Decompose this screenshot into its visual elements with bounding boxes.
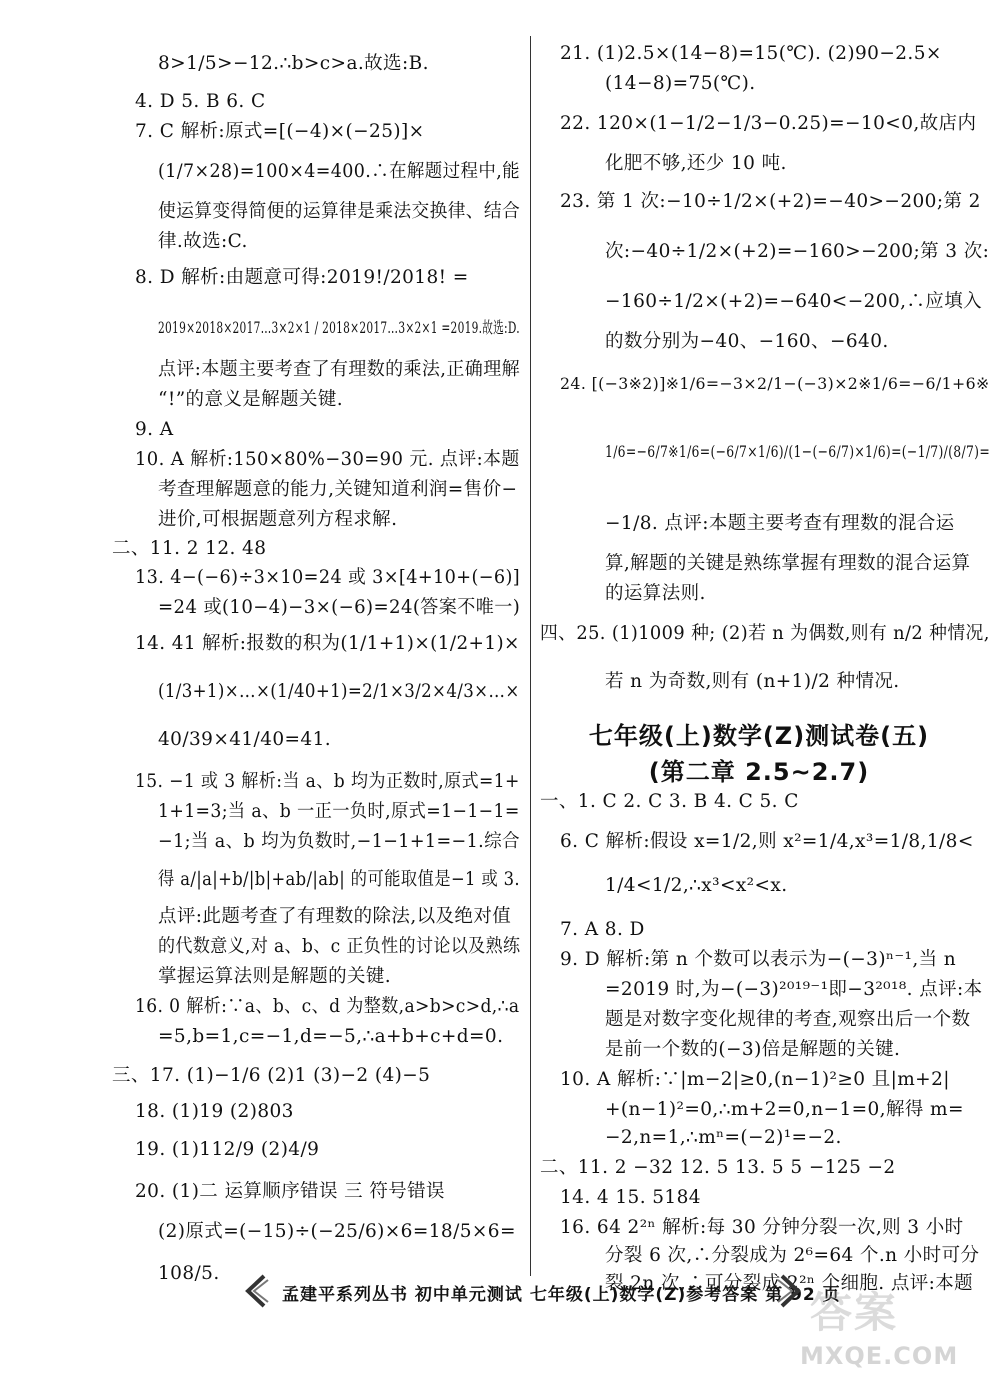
answer-line: 14. 41 解析:报数的积为(1/1+1)×(1/2+1)× — [135, 633, 520, 654]
comment-line: 算,解题的关键是熟练掌握有理数的混合运算 — [605, 553, 971, 574]
column-divider — [530, 36, 531, 1276]
answer-line: 23. 第 1 次:−10÷1/2×(+2)=−40>−200;第 2 — [560, 191, 981, 212]
answer-line: 40/39×41/40=41. — [158, 729, 332, 750]
section-answer-line: 一、1. C 2. C 3. B 4. C 5. C — [540, 791, 799, 812]
answer-line: (1/7×28)=100×4=400.∴在解题过程中,能 — [158, 161, 521, 182]
answer-line: 进价,可根据题意列方程求解. — [158, 509, 398, 530]
answer-line: 分裂 6 次,∴分裂成为 2⁶=64 个.n 小时可分 — [605, 1245, 980, 1266]
answer-line: 考查理解题意的能力,关键知道利润=售价− — [158, 479, 518, 500]
answer-line: =24 或(10−4)−3×(−6)=24(答案不唯一) — [158, 597, 521, 618]
answer-line: 的数分别为−40、−160、−640. — [605, 331, 889, 352]
answer-line: 得 a/|a|+b/|b|+ab/|ab| 的可能取值是−1 或 3. — [158, 869, 521, 890]
answer-line: 律.故选:C. — [158, 231, 248, 252]
watermark-top: 答案 — [810, 1288, 899, 1337]
answer-line: 9. A — [135, 419, 174, 440]
answer-line: 7. A 8. D — [560, 919, 645, 940]
answer-line: 次:−40÷1/2×(+2)=−160>−200;第 3 次: — [605, 241, 990, 262]
answer-line: 13. 4−(−6)÷3×10=24 或 3×[4+10+(−6)] — [135, 567, 521, 588]
chevron-left-icon — [240, 1274, 270, 1308]
watermark-logo — [800, 1280, 970, 1375]
comment-line: 点评:此题考查了有理数的除法,以及绝对值 — [158, 906, 512, 927]
answer-line: =2019 时,为−(−3)²⁰¹⁹⁻¹即−3²⁰¹⁸. 点评:本 — [605, 979, 983, 1000]
answer-line: 化肥不够,还少 10 吨. — [605, 153, 787, 174]
section-title: 七年级(上)数学(Z)测试卷(五) — [588, 722, 930, 750]
answer-line: 20. (1)二 运算顺序错误 三 符号错误 — [135, 1181, 445, 1202]
answer-line: 18. (1)19 (2)803 — [135, 1101, 294, 1122]
comment-line: “!”的意义是解题关键. — [158, 389, 344, 410]
answer-line: 使运算变得简便的运算律是乘法交换律、结合 — [158, 201, 521, 222]
answer-line: 裂 2n 次,∴可分裂成 2²ⁿ 个细胞. 点评:本题 — [605, 1273, 974, 1294]
comment-line: 点评:本题主要考查了有理数的乘法,正确理解 — [158, 359, 520, 380]
answer-line: +(n−1)²=0,∴m+2=0,n−1=0,解得 m= — [605, 1099, 964, 1120]
comment-line: 的代数意义,对 a、b、c 正负性的讨论以及熟练 — [158, 936, 521, 957]
answer-line: (2)原式=(−15)÷(−25/6)×6=18/5×6= — [158, 1221, 516, 1242]
answer-line: 7. C 解析:原式=[(−4)×(−25)]× — [135, 121, 425, 142]
answer-line: 22. 120×(1−1/2−1/3−0.25)=−10<0,故店内 — [560, 113, 977, 134]
answer-line: 2019×2018×2017…3×2×1 / 2018×2017…3×2×1 =2019.故选:D. — [158, 318, 520, 337]
answer-line: 1/6=−6/7※1/6=(−6/7×1/6)/(1−(−6/7)×1/6)=(−1/7)/(8/7)= — [605, 442, 991, 461]
answer-line: 若 n 为奇数,则有 (n+1)/2 种情况. — [605, 671, 900, 692]
answer-line: 1/4<1/2,∴x³<x²<x. — [605, 875, 788, 896]
section-answer-line: 二、11. 2 12. 48 — [112, 538, 267, 559]
watermark-url: MXQE.COM — [800, 1342, 959, 1370]
comment-line: 题是对数字变化规律的考查,观察出后一个数 — [605, 1009, 971, 1030]
comment-line: 是前一个数的(−3)倍是解题的关键. — [605, 1039, 901, 1060]
answer-line: −160÷1/2×(+2)=−640<−200,∴应填入 — [605, 291, 982, 312]
answer-line: 16. 0 解析:∵a、b、c、d 为整数,a>b>c>d,∴a — [135, 996, 520, 1017]
answer-line: 19. (1)112/9 (2)4/9 — [135, 1139, 320, 1160]
answer-line: 1+1=3;当 a、b 一正一负时,原式=1−1−1= — [158, 801, 520, 822]
answer-line: 6. C 解析:假设 x=1/2,则 x²=1/4,x³=1/8,1/8< — [560, 831, 974, 852]
answer-line: 24. [(−3※2)]※1/6=−3×2/1−(−3)×2※1/6=−6/1+6※ — [560, 374, 990, 393]
comment-line: −1/8. 点评:本题主要考查有理数的混合运 — [605, 513, 955, 534]
section-answer-line: 四、25. (1)1009 种; (2)若 n 为偶数,则有 n/2 种情况, — [540, 623, 990, 644]
comment-line: 的运算法则. — [605, 583, 706, 604]
answer-line: 10. A 解析:∵|m−2|≥0,(n−1)²≥0 且|m+2| — [560, 1069, 950, 1090]
answer-line: −2,n=1,∴mⁿ=(−2)¹=−2. — [605, 1127, 842, 1148]
answer-line: 15. −1 或 3 解析:当 a、b 均为正数时,原式=1+ — [135, 771, 520, 792]
footer-text: 孟建平系列丛书 初中单元测试 七年级(上)数学(Z)参考答案 第 92 页 — [282, 1285, 841, 1305]
page-footer — [240, 1272, 841, 1312]
answer-line: =5,b=1,c=−1,d=−5,∴a+b+c+d=0. — [158, 1026, 504, 1047]
answer-line: −1;当 a、b 均为负数时,−1−1+1=−1.综合 — [158, 831, 520, 852]
answer-line: 8. D 解析:由题意可得:2019!/2018! = — [135, 267, 469, 288]
comment-line: 掌握运算法则是解题的关键. — [158, 966, 392, 987]
answer-line: 8>1/5>−12.∴b>c>a.故选:B. — [158, 53, 429, 74]
section-answer-line: 三、17. (1)−1/6 (2)1 (3)−2 (4)−5 — [112, 1065, 431, 1086]
section-subtitle: (第二章 2.5~2.7) — [648, 758, 870, 786]
answer-line: (1/3+1)×…×(1/40+1)=2/1×3/2×4/3×…× — [158, 681, 520, 702]
section-answer-line: 二、11. 2 −32 12. 5 13. 5 5 −125 −2 — [540, 1157, 896, 1178]
answer-line: 10. A 解析:150×80%−30=90 元. 点评:本题 — [135, 449, 520, 470]
answer-line: 16. 64 2²ⁿ 解析:每 30 分钟分裂一次,则 3 小时 — [560, 1217, 964, 1238]
answer-line: 21. (1)2.5×(14−8)=15(℃). (2)90−2.5× — [560, 43, 942, 64]
answer-line: 9. D 解析:第 n 个数可以表示为−(−3)ⁿ⁻¹,当 n — [560, 949, 957, 970]
answer-line: 14. 4 15. 5184 — [560, 1187, 701, 1208]
answer-line: 108/5. — [158, 1263, 220, 1284]
answer-line: 4. D 5. B 6. C — [135, 91, 266, 112]
answer-line: (14−8)=75(℃). — [605, 73, 756, 94]
